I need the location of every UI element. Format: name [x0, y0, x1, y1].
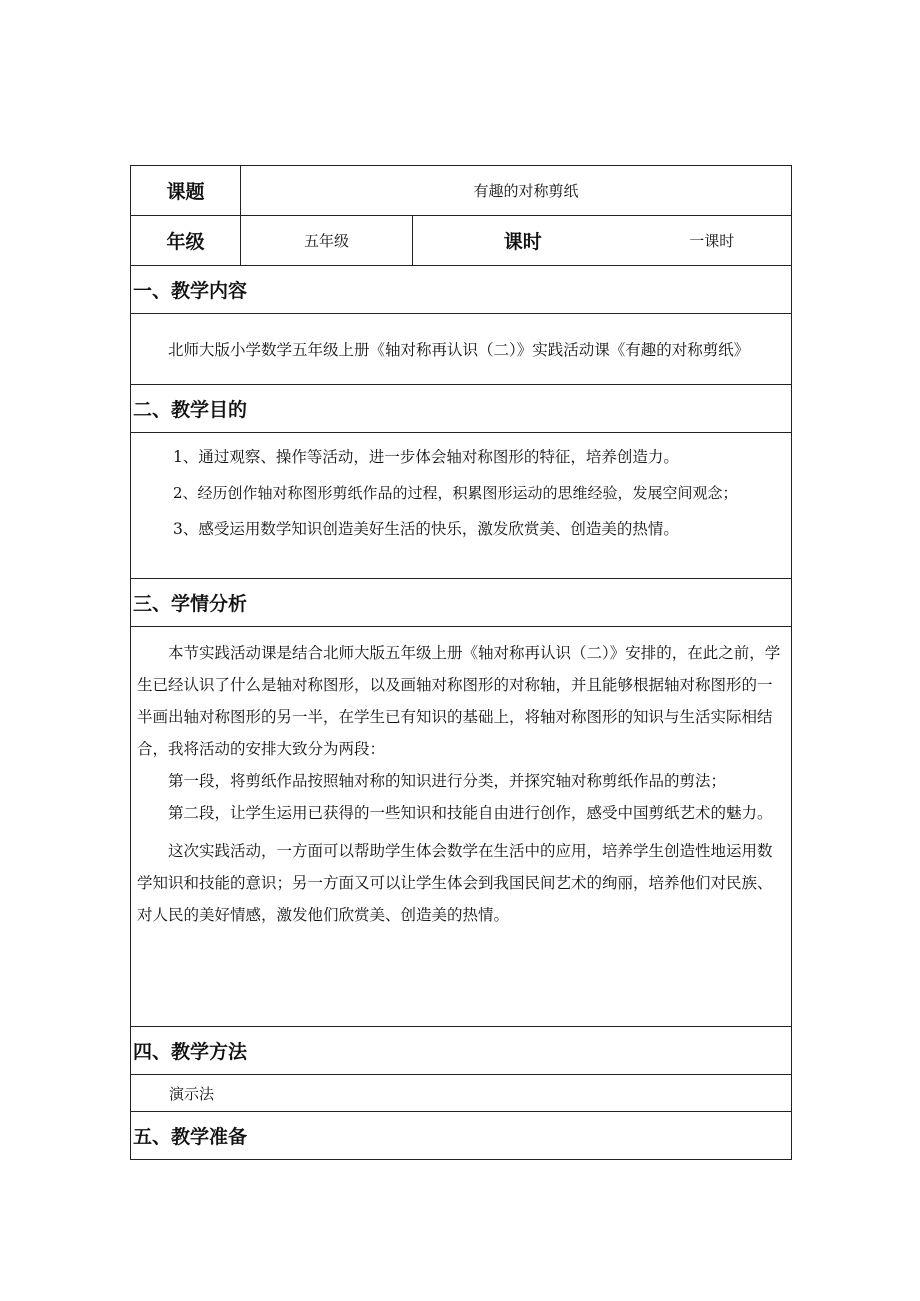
section-goals-body-row	[131, 433, 792, 579]
section-goals-header-row	[131, 385, 792, 433]
hours-value: 一课时	[633, 216, 792, 266]
analysis-paragraph: 本节实践活动课是结合北师大版五年级上册《轴对称再认识（二）》安排的，在此之前，学生已经认识了什么是轴对称图形，以及画轴对称图形的对称轴，并且能够根据轴对称图形的一半画出轴对称图形的另一半，在学生已有知识的基础上，将轴对称图形的知识与生活实际相结合，我将活动的安排大致分为两段：	[137, 644, 781, 758]
grade-value: 五年级	[241, 216, 413, 266]
section-analysis-header-row	[131, 579, 792, 627]
section-methods-title: 四、教学方法	[131, 1027, 792, 1075]
goal-item: 1、通过观察、操作等活动，进一步体会轴对称图形的特征，培养创造力。	[173, 448, 679, 466]
topic-row	[131, 166, 792, 216]
grade-label: 年级	[131, 216, 241, 266]
section-content-body: 北师大版小学数学五年级上册《轴对称再认识（二）》实践活动课《有趣的对称剪纸》	[168, 341, 750, 359]
lesson-plan-document	[130, 165, 791, 1160]
topic-label: 课题	[131, 166, 241, 216]
goal-item: 2、经历创作轴对称图形剪纸作品的过程，积累图形运动的思维经验，发展空间观念；	[173, 484, 738, 502]
section-analysis-body-row	[131, 627, 792, 1027]
section-content-header-row	[131, 266, 792, 314]
goal-item: 3、感受运用数学知识创造美好生活的快乐，激发欣赏美、创造美的热情。	[173, 520, 679, 538]
section-prep-title: 五、教学准备	[131, 1112, 792, 1160]
section-content-body-row	[131, 314, 792, 385]
section-goals-title: 二、教学目的	[131, 385, 792, 433]
analysis-paragraph: 这次实践活动，一方面可以帮助学生体会数学在生活中的应用，培养学生创造性地运用数学知识和技能的意识；另一方面又可以让学生体会到我国民间艺术的绚丽，培养他们对民族、对人民的美好情感，激发他们欣赏美、创造美的热情。	[137, 842, 773, 924]
analysis-paragraph: 第一段，将剪纸作品按照轴对称的知识进行分类，并探究轴对称剪纸作品的剪法；	[168, 772, 727, 790]
section-prep-header-row	[131, 1112, 792, 1160]
topic-value: 有趣的对称剪纸	[241, 166, 792, 216]
section-analysis-title: 三、学情分析	[131, 579, 792, 627]
section-methods-body-row	[131, 1075, 792, 1112]
section-content-title: 一、教学内容	[131, 266, 792, 314]
section-methods-header-row	[131, 1027, 792, 1075]
section-methods-body: 演示法	[131, 1075, 792, 1112]
hours-label: 课时	[413, 216, 633, 266]
lesson-plan-table	[130, 165, 792, 1160]
analysis-paragraph: 第二段，让学生运用已获得的一些知识和技能自由进行创作，感受中国剪纸艺术的魅力。	[168, 804, 773, 822]
grade-row	[131, 216, 792, 266]
